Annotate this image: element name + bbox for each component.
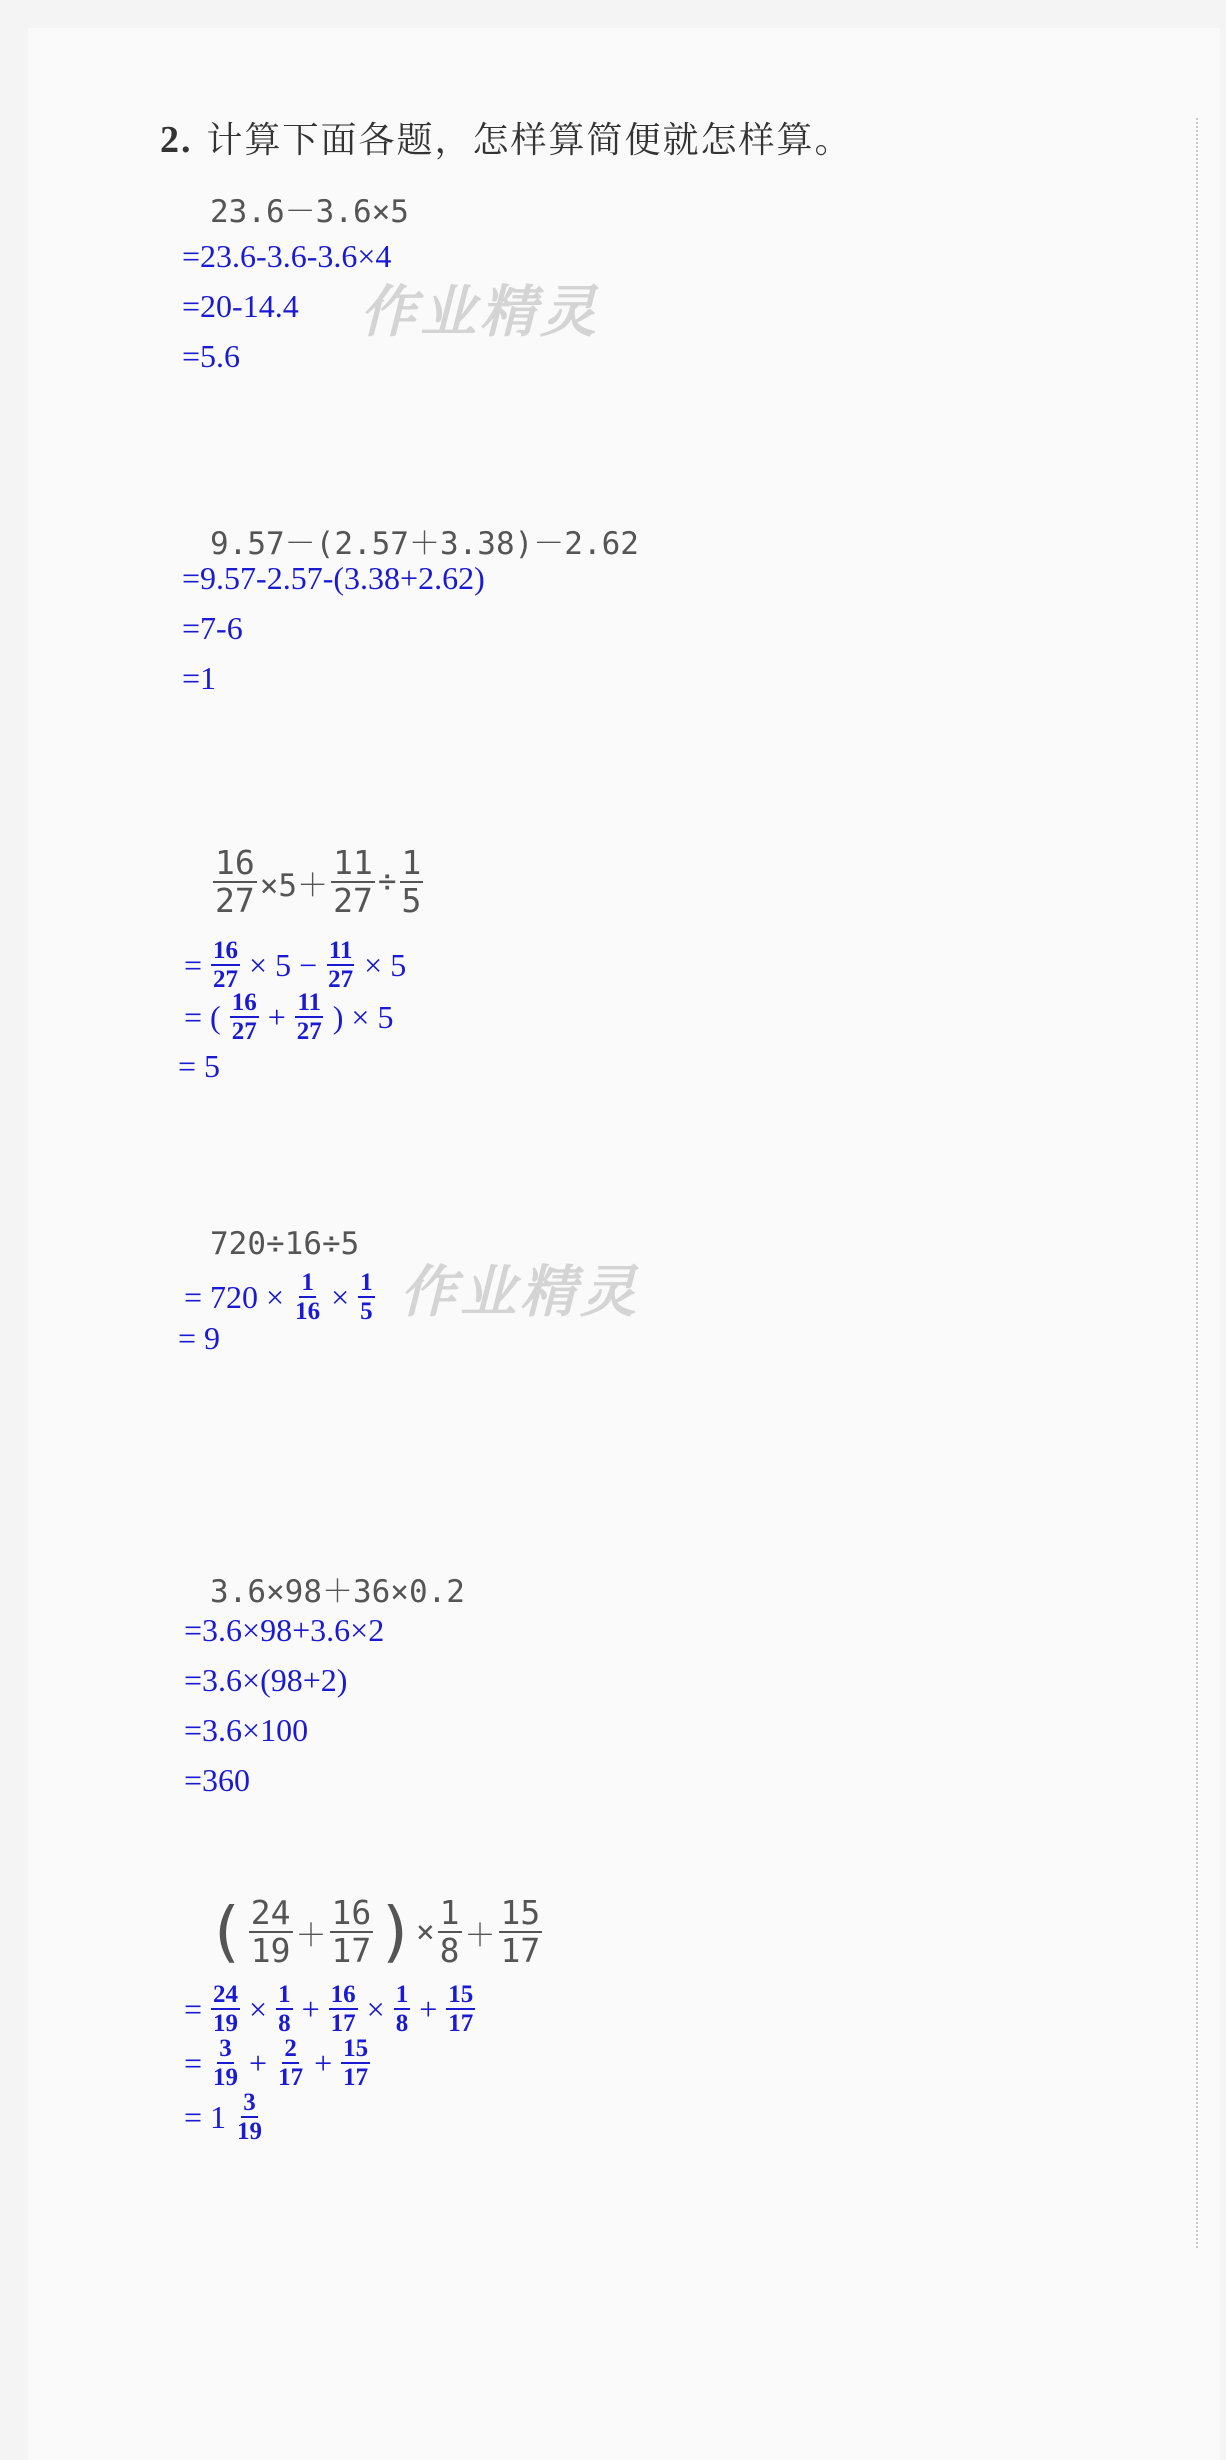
fraction: $\frac{15}{17}$ <box>500 1893 541 1970</box>
problem-2-question: 9.57－(2.57＋3.38)－2.62 <box>210 526 639 562</box>
problem-2-step-3: =1 <box>182 660 217 696</box>
question-heading <box>160 112 853 163</box>
margin-rule <box>1196 118 1198 2248</box>
fraction: $\frac{16}{27}$ <box>215 843 255 920</box>
fraction: $\frac{24}{19}$ <box>213 1981 239 2038</box>
problem-4-question: 720÷16÷5 <box>210 1226 360 1262</box>
question-number: 2. <box>160 119 193 161</box>
fraction: $\frac{1}{5}$ <box>360 1269 373 1326</box>
fraction: $\frac{15}{17}$ <box>448 1981 474 2038</box>
problem-1-step-3: =5.6 <box>182 338 241 374</box>
problem-5-step-2: =3.6×(98+2) <box>184 1662 348 1698</box>
fraction: $\frac{3}{19}$ <box>237 2089 263 2146</box>
problem-3-step-3: = 5 <box>178 1048 221 1084</box>
problem-2-step-2: =7-6 <box>182 610 243 646</box>
fraction: $\frac{15}{17}$ <box>343 2035 369 2092</box>
problem-3-step-2: = ( $\frac{16}{27}$ + $\frac{11}{27}$ ) × 5 <box>184 989 394 1046</box>
question-instruction: 计算下面各题，怎样算简便就怎样算。 <box>206 120 853 161</box>
fraction: $\frac{1}{5}$ <box>401 843 422 920</box>
problem-3-question: $\frac{16}{27}$ ×5＋ $\frac{11}{27}$ ÷ $\frac{1}{5}$ <box>215 843 422 920</box>
fraction: $\frac{11}{27}$ <box>328 937 354 994</box>
fraction: $\frac{16}{17}$ <box>330 1981 356 2038</box>
problem-1-question: 23.6－3.6×5 <box>210 194 409 230</box>
fraction: $\frac{1}{16}$ <box>295 1269 321 1326</box>
problem-4-step-1: = 720 × $\frac{1}{16}$ × $\frac{1}{5}$ <box>184 1269 373 1326</box>
watermark: 作业精灵 <box>400 1260 640 1325</box>
problem-5-step-1: =3.6×98+3.6×2 <box>184 1612 385 1648</box>
problem-1-step-2: =20-14.4 <box>182 288 299 324</box>
fraction: $\frac{16}{17}$ <box>331 1893 372 1970</box>
problem-6-step-2: = $\frac{3}{19}$ + $\frac{2}{17}$ + $\frac{15}{17}$ <box>184 2035 369 2092</box>
problem-4-step-2: = 9 <box>178 1320 221 1356</box>
problem-5-step-3: =3.6×100 <box>184 1712 309 1748</box>
problem-6-question: ( $\frac{24}{19}$ ＋ $\frac{16}{17}$ ) × $\frac{1}{8}$ ＋ $\frac{15}{17}$ <box>206 1893 541 1971</box>
problem-6-step-3: = 1 $\frac{3}{19}$ <box>184 2089 263 2146</box>
problem-5-question: 3.6×98＋36×0.2 <box>210 1574 465 1610</box>
watermark: 作业精灵 <box>360 280 600 345</box>
fraction: $\frac{16}{27}$ <box>231 989 257 1046</box>
fraction: $\frac{11}{27}$ <box>296 989 322 1046</box>
fraction: $\frac{16}{27}$ <box>213 937 239 994</box>
problem-1-step-1: =23.6-3.6-3.6×4 <box>182 238 392 274</box>
problem-5-step-4: =360 <box>184 1762 251 1798</box>
fraction: $\frac{24}{19}$ <box>250 1893 291 1970</box>
problem-2-step-1: =9.57-2.57-(3.38+2.62) <box>182 560 485 596</box>
fraction: $\frac{11}{27}$ <box>333 843 373 920</box>
fraction: $\frac{1}{8}$ <box>439 1893 460 1970</box>
problem-3-step-1: = $\frac{16}{27}$ × 5 − $\frac{11}{27}$ × 5 <box>184 937 407 994</box>
fraction: $\frac{3}{19}$ <box>213 2035 239 2092</box>
fraction: $\frac{1}{8}$ <box>395 1981 409 2038</box>
fraction: $\frac{1}{8}$ <box>278 1981 291 2038</box>
problem-6-step-1: = $\frac{24}{19}$ × $\frac{1}{8}$ + $\frac{16}{17}$ × $\frac{1}{8}$ + $\frac{15}{17}$ <box>184 1981 474 2038</box>
fraction: $\frac{2}{17}$ <box>278 2035 304 2092</box>
